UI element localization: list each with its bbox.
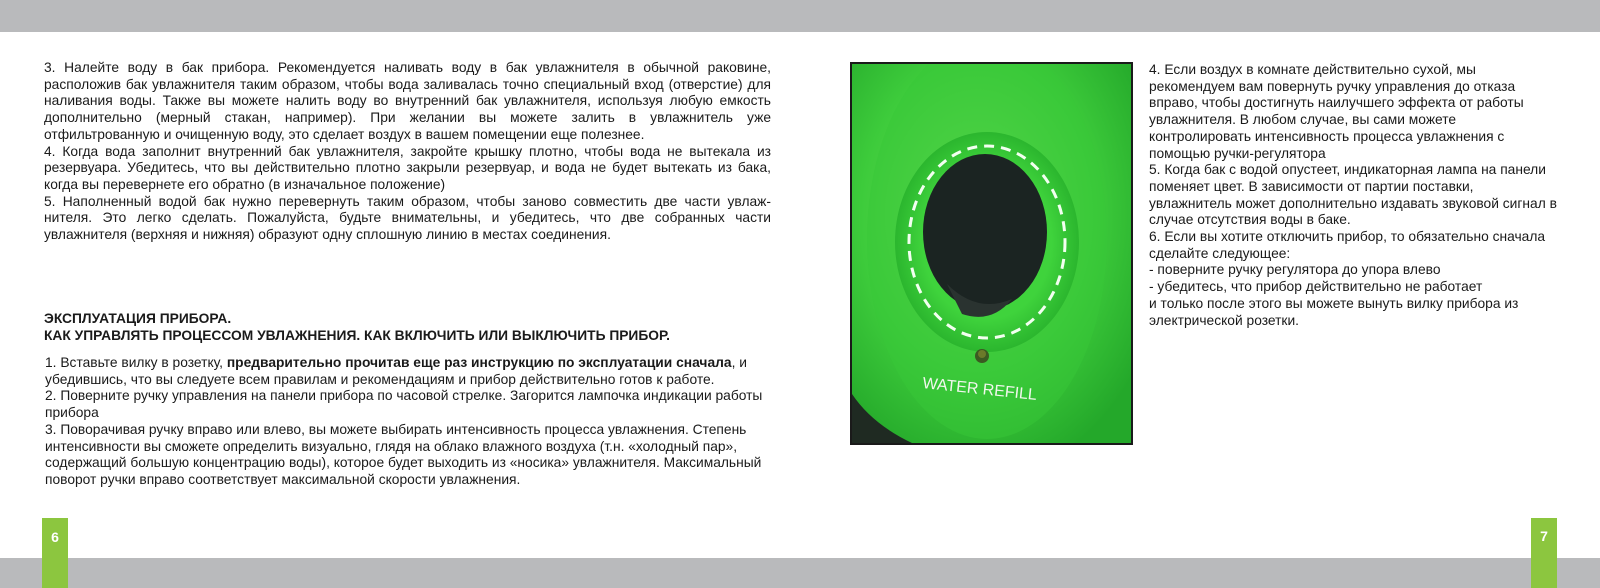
instruction-paragraph: и только после этого вы можете вынуть вилку прибора из электрической розетки. xyxy=(1149,295,1519,328)
instruction-paragraph: 4. Если воздух в комнате действительно сухой, мы рекомендуем вам повернуть ручку управления до отказа вправо, чтобы достигнуть наилучшего эффекта от работы увлажнителя. В любом случае, вы сами можете контролировать интенсивность процесса увлажнения с помощью ручки-регулятора xyxy=(1149,62,1524,161)
step-1-emphasis: предварительно прочитав еще раз инструкцию по эксплуатации сначала xyxy=(226,355,732,370)
top-band xyxy=(0,0,1600,32)
left-instructions xyxy=(44,60,771,244)
instruction-paragraph: - убедитесь, что прибор действительно не работает xyxy=(1149,279,1483,295)
right-instructions xyxy=(1149,62,1559,329)
instruction-paragraph: - поверните ручку регулятора до упора влево xyxy=(1149,262,1441,278)
instruction-paragraph: 4. Когда вода заполнит внутренний бак увлажнителя, закройте крышку плотно, чтобы вода не вытекала из резервуара. Убедитесь, что вы действительно плотно закрыли резервуар, и вода не будет вытекать из бака, когда вы перевернете его обратно (в изначальное положение) xyxy=(44,143,771,192)
bottom-band xyxy=(0,558,1600,588)
section-heading-line1: ЭКСПЛУАТАЦИЯ ПРИБОРА. xyxy=(44,311,232,326)
instruction-paragraph: 6. Если вы хотите отключить прибор, то обязательно сначала сделайте следующее: xyxy=(1149,229,1546,261)
instruction-paragraph: 3. Налейте воду в бак прибора. Рекомендуется наливать воду в бак увлажнителя в обычной раковине, расположив бак увлажнителя таким образом, чтобы вода заливалась точно специальный вход (отверстие) для наливания воды. Также вы можете налить воду во внутренний бак увлажнителя, используя любую емкость дополнительно (мерный стакан, например). При желании вы можете залить в увлажнитель уже отфильтрованную и очищенную воду, это сделает воздух в вашем помещении еще полезнее. xyxy=(44,60,771,142)
water-refill-label: WATER REFILL xyxy=(921,375,1038,404)
instruction-paragraph: 5. Когда бак с водой опустеет, индикаторная лампа на панели поменяет цвет. В зависимости от партии поставки, увлажнитель может дополнительно издавать звуковой сигнал в случае отсутствия воды в баке. xyxy=(1149,162,1557,228)
section-heading xyxy=(44,310,784,344)
page-number-left: 6 xyxy=(42,518,68,588)
section-heading-line2: КАК УПРАВЛЯТЬ ПРОЦЕССОМ УВЛАЖНЕНИЯ. КАК ВКЛЮЧИТЬ ИЛИ ВЫКЛЮЧИТЬ ПРИБОР. xyxy=(44,328,670,343)
instruction-paragraph: 5. Наполненный водой бак нужно перевернуть таким образом, чтобы заново совместить две части увлаж- нителя. Это легко сделать. Пожалуйста, будьте внимательны, и убедитесь, что две собранных части увлажнителя (верхняя и нижняя) образуют одну сплошную линию в местах соединения. xyxy=(44,193,771,243)
water-refill-photo xyxy=(850,62,1133,445)
page-number-right: 7 xyxy=(1531,518,1557,588)
step-1: 1. Вставьте вилку в розетку, предварительно прочитав еще раз инструкцию по эксплуатации сначала, и убедившись, что вы следуете всем правилам и рекомендациям и прибор действительно готов к работе. xyxy=(45,355,747,387)
operation-steps xyxy=(45,355,785,489)
step-2: 2. Поверните ручку управления на панели прибора по часовой стрелке. Загорится лампочка индикации работы прибора xyxy=(45,388,763,421)
step-3: 3. Поворачивая ручку вправо или влево, вы можете выбирать интенсивность процесса увлажнения. Степень интенсивности вы сможете определить визуально, глядя на облако влажного воздуха (т.н. «холодный пар», содержащий большую концентрацию воды), которое будет выходить из «носика» увлажнителя. Максимальный поворот ручки вправо соответствует максимальной скорости увлажнения. xyxy=(45,421,762,487)
